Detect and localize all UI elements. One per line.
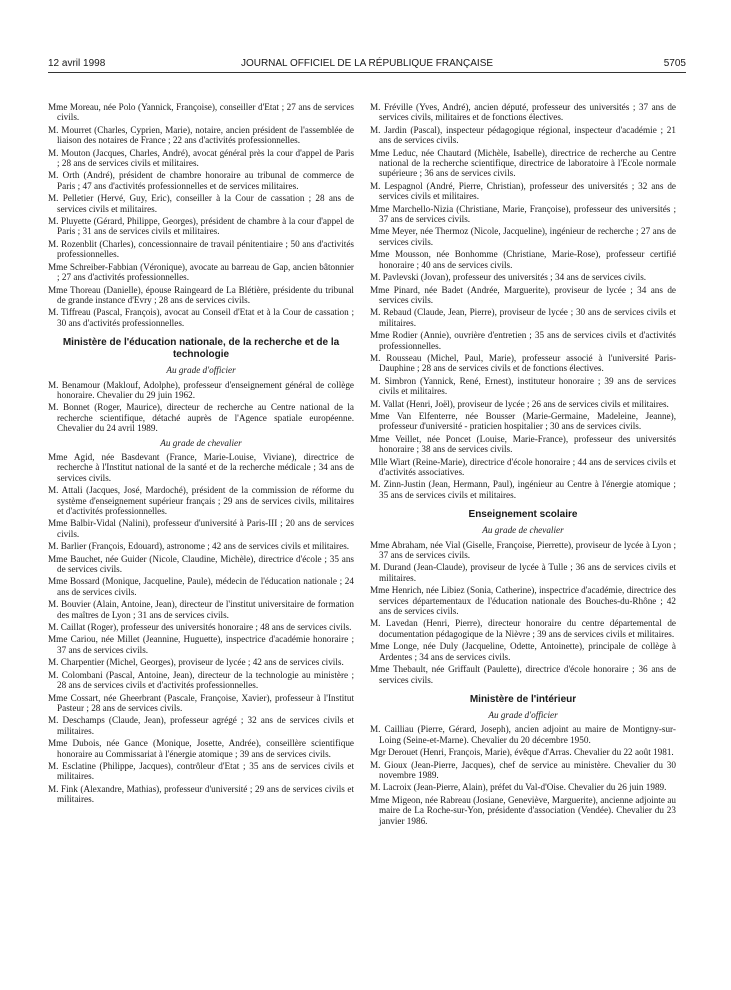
list-item: M. Vallat (Henri, Joël), proviseur de lycée ; 26 ans de services civils et militaires. bbox=[370, 398, 669, 409]
list-item: M. Bouvier (Alain, Antoine, Jean), directeur de l'institut universitaire de formation des maîtres de Lyon ; 31 ans de services civils. bbox=[48, 599, 354, 620]
interieur-entries bbox=[370, 724, 676, 826]
list-item: M. Orth (André), président de chambre honoraire au tribunal de commerce de Paris ; 47 ans d'activités professionnelles et de services militaires. bbox=[48, 170, 354, 191]
list-item: Mme Migeon, née Rabreau (Josiane, Geneviève, Marguerite), ancienne adjointe au maire de La Roche-sur-Yon, présidente d'association (Vendée). Chevalier du 23 janvier 1986. bbox=[370, 794, 676, 826]
list-item: Mme Leduc, née Chautard (Michèle, Isabelle), directrice de recherche au Centre national de la recherche scientifique, directrice de laboratoire à l'Ecole normale supérieure ; 36 ans de services civils. bbox=[370, 147, 676, 179]
journal-title: JOURNAL OFFICIEL DE LA RÉPUBLIQUE FRANÇAISE bbox=[240, 58, 494, 69]
list-item: M. Deschamps (Claude, Jean), professeur agrégé ; 32 ans de services civils et militaires. bbox=[48, 715, 354, 736]
list-item: Mme Cariou, née Millet (Jeannine, Huguette), inspectrice d'académie honoraire ; 37 ans de services civils. bbox=[48, 634, 354, 655]
list-item: Mme Rodier (Annie), ouvrière d'entretien ; 35 ans de services civils et d'activités professionnelles. bbox=[370, 330, 676, 351]
list-item: M. Attali (Jacques, José, Mardoché), président de la commission de réforme du système d'enseignement supérieur français ; 29 ans de services civils, militaires et d'activités professionnelles. bbox=[48, 485, 354, 516]
list-item: M. Bonnet (Roger, Maurice), directeur de recherche au Centre national de la recherche scientifique, détaché auprès de l'Agence spatiale européenne. Chevalier du 24 avril 1989. bbox=[48, 402, 354, 434]
list-item: M. Durand (Jean-Claude), proviseur de lycée à Tulle ; 36 ans de services civils et militaires. bbox=[370, 562, 676, 583]
list-item: M. Jardin (Pascal), inspecteur pédagogique régional, inspecteur d'académie ; 21 ans de services civils. bbox=[370, 124, 676, 146]
list-item: Mme Abraham, née Vial (Giselle, Françoise, Pierrette), proviseur de lycée à Lyon ; 37 ans de services civils. bbox=[370, 539, 676, 561]
header-rule bbox=[48, 72, 686, 73]
list-item: M. Simbron (Yannick, René, Ernest), instituteur honoraire ; 39 ans de services civils et militaires. bbox=[370, 375, 676, 397]
education-continued-entries bbox=[370, 102, 676, 500]
list-item: M. Caillat (Roger), professeur des universités honoraire ; 48 ans de services civils. bbox=[48, 622, 352, 633]
list-item: Mme Pinard, née Badet (Andrée, Marguerite), proviseur de lycée ; 34 ans de services civils. bbox=[370, 284, 676, 305]
list-item: M. Rousseau (Michel, Paul, Marie), professeur associé à l'université Paris-Dauphine ; 28 ans de services civils et de fonctions électives. bbox=[370, 352, 676, 374]
list-item: Mme Thebault, née Griffault (Paulette), directrice d'école honoraire ; 36 ans de services civils. bbox=[370, 664, 676, 685]
page-number: 5705 bbox=[663, 58, 686, 69]
chevalier-entries bbox=[48, 452, 354, 805]
list-item: M. Pluyette (Gérard, Philippe, Georges), président de chambre à la cour d'appel de Paris ; 31 ans de services civils et militaires. bbox=[48, 216, 354, 237]
list-item: Mme Henrich, née Libiez (Sonia, Catherine), inspectrice d'académie, directrice des services départementaux de l'éducation nationale des Bouches-du-Rhône ; 42 ans de services civils. bbox=[370, 585, 676, 617]
grade-officier-heading: Au grade d'officier bbox=[166, 365, 236, 376]
list-item: Mme Dubois, née Gance (Monique, Josette, Andrée), conseillère scientifique honoraire au Commissariat à l'énergie atomique ; 39 ans de services civils. bbox=[48, 738, 354, 759]
intro-entries bbox=[48, 102, 354, 328]
list-item: M. Zinn-Justin (Jean, Hermann, Paul), ingénieur au Centre à l'énergie atomique ; 35 ans de services civils et militaires. bbox=[370, 479, 676, 500]
list-item: M. Pelletier (Hervé, Guy, Eric), conseiller à la Cour de cassation ; 28 ans de services civils et militaires. bbox=[48, 193, 354, 214]
scolaire-entries bbox=[370, 540, 676, 685]
list-item: M. Mouton (Jacques, Charles, André), avocat général près la cour d'appel de Paris ; 28 ans de services civils et militaires. bbox=[48, 147, 354, 169]
list-item: M. Colombani (Pascal, Antoine, Jean), directeur de la technologie au ministère ; 28 ans de services civils et d'activités professionnelles. bbox=[48, 669, 354, 691]
list-item: M. Benamour (Maklouf, Adolphe), professeur d'enseignement général de collège honoraire. Chevalier du 29 juin 1962. bbox=[48, 379, 354, 400]
list-item: Mme Bossard (Monique, Jacqueline, Paule), médecin de l'éducation nationale ; 24 ans de services civils. bbox=[48, 576, 354, 597]
list-item: M. Mourret (Charles, Cyprien, Marie), notaire, ancien président de l'assemblée de liaison des notaires de France ; 22 ans d'activités professionnelles. bbox=[48, 124, 354, 146]
list-item: M. Charpentier (Michel, Georges), proviseur de lycée ; 42 ans de services civils. bbox=[48, 657, 344, 668]
page-header bbox=[48, 58, 686, 72]
section-heading-scolaire: Enseignement scolaire bbox=[468, 509, 578, 521]
list-item: Mgr Derouet (Henri, François, Marie), évêque d'Arras. Chevalier du 22 août 1981. bbox=[370, 747, 674, 758]
list-item: M. Barlier (François, Edouard), astronome ; 42 ans de services civils et militaires. bbox=[48, 541, 350, 552]
list-item: Mme Van Elfenterre, née Bousser (Marie-Germaine, Madeleine, Jeanne), professeur d'université - praticien hospitalier ; 30 ans de services civils. bbox=[370, 410, 676, 432]
list-item: Mme Thoreau (Danielle), épouse Raingeard de La Blétière, présidente du tribunal de grande instance d'Evry ; 28 ans de services civils. bbox=[48, 284, 354, 305]
list-item: Mme Balbir-Vidal (Nalini), professeur d'université à Paris-III ; 20 ans de services civils. bbox=[48, 518, 354, 539]
list-item: Mlle Wiart (Reine-Marie), directrice d'école honoraire ; 44 ans de services civils et d'activités associatives. bbox=[370, 456, 676, 477]
list-item: Mme Bauchet, née Guider (Nicole, Claudine, Michèle), directrice d'école ; 35 ans de services civils. bbox=[48, 553, 354, 575]
section-heading-education: Ministère de l'éducation nationale, de la recherche et de la technologie bbox=[62, 337, 340, 361]
list-item: M. Cailliau (Pierre, Gérard, Joseph), ancien adjoint au maire de Montigny-sur-Loing (Seine-et-Marne). Chevalier du 20 décembre 1950. bbox=[370, 724, 676, 745]
list-item: M. Lacroix (Jean-Pierre, Alain), préfet du Val-d'Oise. Chevalier du 26 juin 1989. bbox=[370, 782, 667, 793]
list-item: M. Lespagnol (André, Pierre, Christian), professeur des universités ; 32 ans de services civils et militaires. bbox=[370, 180, 676, 202]
list-item: M. Rebaud (Claude, Jean, Pierre), proviseur de lycée ; 30 ans de services civils et militaires. bbox=[370, 307, 676, 328]
list-item: Mme Mousson, née Bonhomme (Christiane, Marie-Rose), professeur certifié honoraire ; 40 ans de services civils. bbox=[370, 249, 676, 270]
section-heading-interieur: Ministère de l'intérieur bbox=[469, 693, 577, 705]
right-column bbox=[370, 102, 676, 828]
left-column bbox=[48, 102, 354, 807]
list-item: M. Pavlevski (Jovan), professeur des universités ; 34 ans de services civils. bbox=[370, 272, 647, 283]
header-date: 12 avril 1998 bbox=[48, 58, 106, 69]
list-item: Mme Longe, née Duly (Jacqueline, Odette, Antoinette), principale de collège à Ardentes ; 34 ans de services civils. bbox=[370, 641, 676, 662]
grade-chevalier-heading: Au grade de chevalier bbox=[160, 437, 242, 448]
list-item: Mme Cossart, née Gheerbrant (Pascale, Françoise, Xavier), professeur à l'Institut Pasteur ; 28 ans de services civils. bbox=[48, 692, 354, 713]
list-item: Mme Schreiber-Fabbian (Véronique), avocate au barreau de Gap, ancien bâtonnier ; 27 ans d'activités professionnelles. bbox=[48, 261, 354, 283]
list-item: M. Lavedan (Henri, Pierre), directeur honoraire du centre départemental de documentation pédagogique de la Nièvre ; 39 ans de services civils et militaires. bbox=[370, 618, 676, 639]
list-item: Mme Veillet, née Poncet (Louise, Marie-France), professeur des universités honoraire ; 38 ans de services civils. bbox=[370, 433, 676, 455]
list-item: M. Fréville (Yves, André), ancien député, professeur des universités ; 37 ans de services civils, militaires et de fonctions électives. bbox=[370, 102, 676, 123]
list-item: M. Rozenblit (Charles), concessionnaire de travail pénitentiaire ; 50 ans d'activités professionnelles. bbox=[48, 238, 354, 260]
list-item: Mme Meyer, née Thermoz (Nicole, Jacqueline), ingénieur de recherche ; 27 ans de services civils. bbox=[370, 226, 676, 247]
list-item: M. Gioux (Jean-Pierre, Jacques), chef de service au ministère. Chevalier du 30 novembre 1989. bbox=[370, 759, 676, 780]
list-item: M. Fink (Alexandre, Mathias), professeur d'université ; 29 ans de services civils et militaires. bbox=[48, 783, 354, 805]
list-item: Mme Marchello-Nizia (Christiane, Marie, Françoise), professeur des universités ; 37 ans de services civils. bbox=[370, 203, 676, 225]
list-item: M. Tiffreau (Pascal, François), avocat au Conseil d'Etat et à la Cour de cassation ; 30 ans d'activités professionnelles. bbox=[48, 307, 354, 328]
officier-entries bbox=[48, 380, 354, 434]
grade-scolaire-heading: Au grade de chevalier bbox=[482, 525, 564, 536]
list-item: Mme Agid, née Basdevant (France, Marie-Louise, Viviane), directrice de recherche à l'Institut national de la santé et de la recherche médicale ; 34 ans de services civils. bbox=[48, 451, 354, 483]
list-item: Mme Moreau, née Polo (Yannick, Françoise), conseiller d'Etat ; 27 ans de services civils. bbox=[48, 102, 354, 123]
list-item: M. Esclatine (Philippe, Jacques), contrôleur d'Etat ; 35 ans de services civils et militaires. bbox=[48, 760, 354, 782]
grade-interieur-heading: Au grade d'officier bbox=[488, 709, 558, 720]
